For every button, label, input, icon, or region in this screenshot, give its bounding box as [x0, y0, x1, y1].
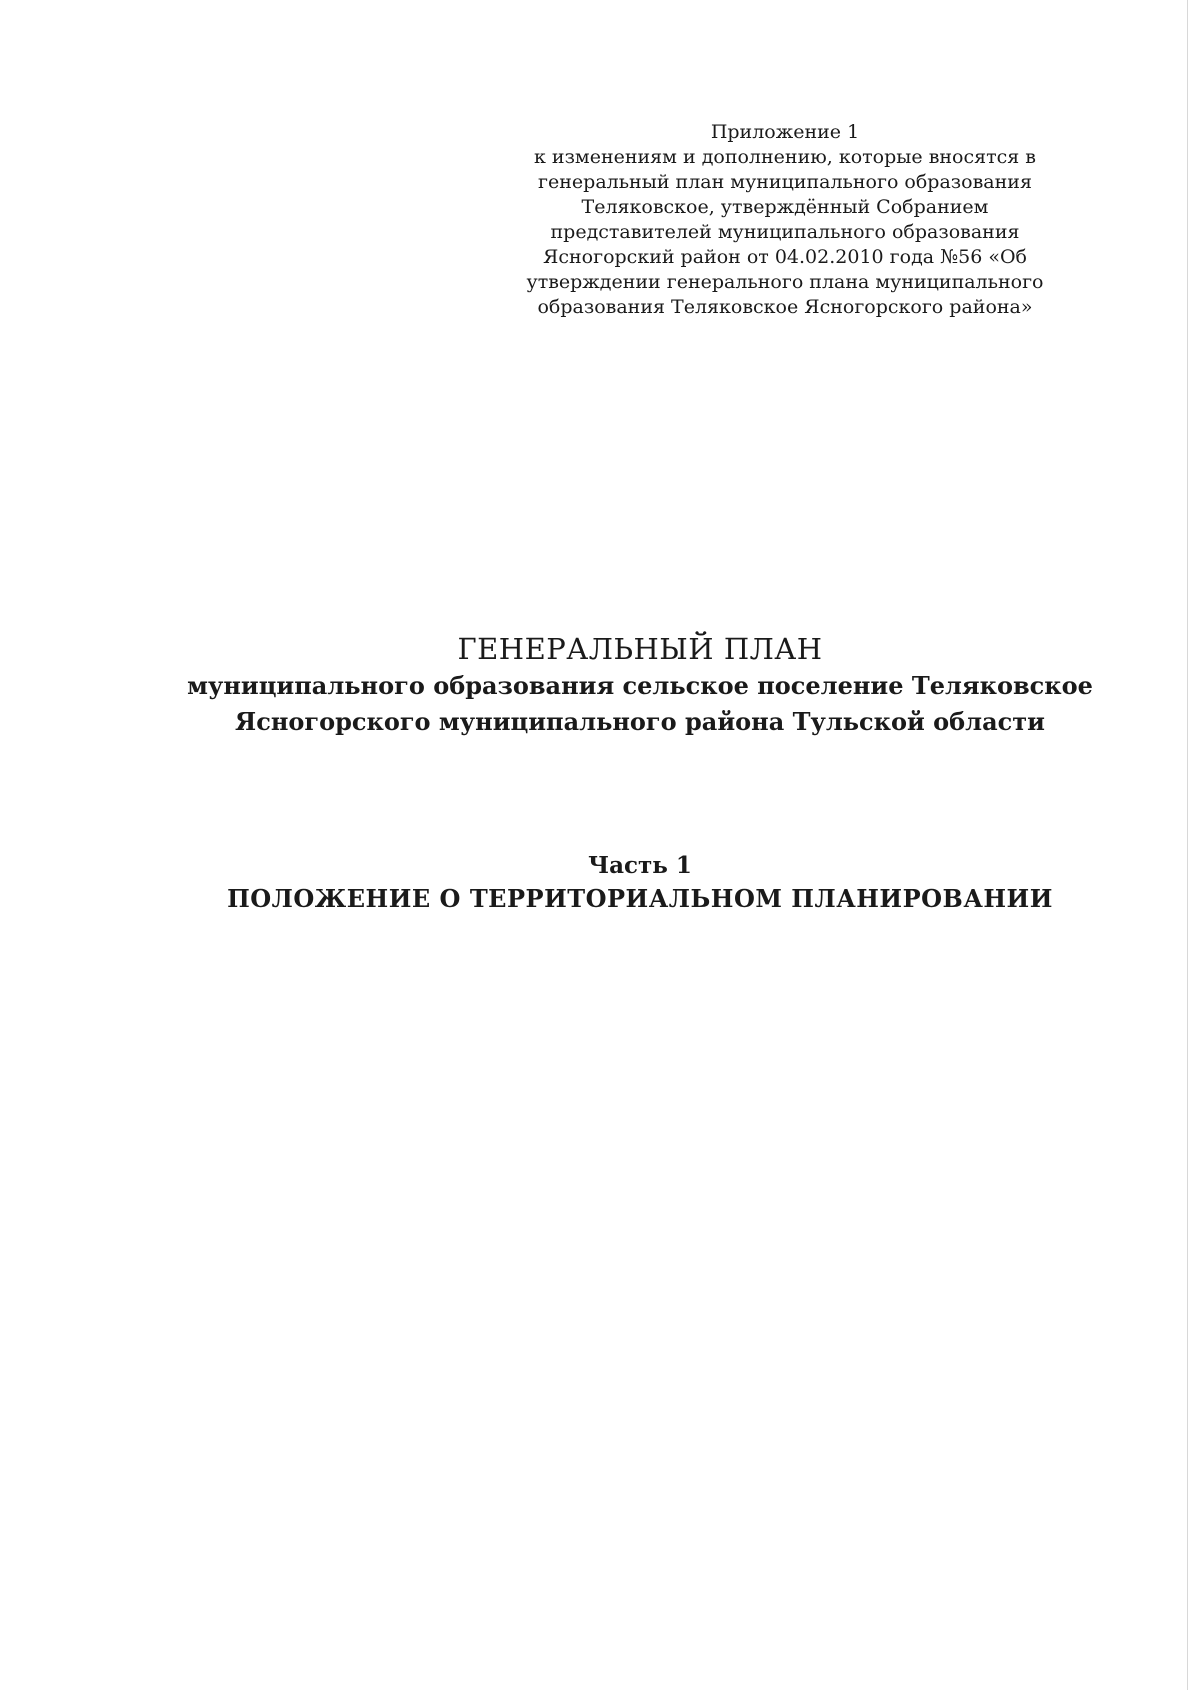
appendix-line: представителей муниципального образования [550, 221, 1020, 243]
appendix-note [520, 120, 1050, 320]
document-subtitle-line-1: муниципального образования сельское поселение Теляковское [187, 671, 1093, 700]
appendix-line: образования Теляковское Ясногорского района» [537, 296, 1033, 318]
title-block [0, 630, 1200, 740]
appendix-line: к изменениям и дополнению, которые вносятся в [533, 146, 1036, 168]
appendix-line: Приложение 1 [710, 121, 860, 143]
appendix-line: Теляковское, утверждённый Собранием [581, 196, 989, 218]
appendix-line: Ясногорский район от 04.02.2010 года №56 «Об [543, 246, 1027, 268]
part-block [0, 850, 1200, 916]
part-label: Часть 1 [588, 852, 692, 879]
appendix-line: генеральный план муниципального образования [538, 171, 1032, 193]
appendix-line: утверждении генерального плана муниципального [526, 271, 1044, 293]
document-title: ГЕНЕРАЛЬНЫЙ ПЛАН [457, 632, 823, 666]
scan-edge-line [1187, 0, 1188, 1690]
document-subtitle-line-2: Ясногорского муниципального района Тульской области [235, 707, 1045, 736]
part-title: ПОЛОЖЕНИЕ О ТЕРРИТОРИАЛЬНОМ ПЛАНИРОВАНИИ [227, 884, 1053, 913]
